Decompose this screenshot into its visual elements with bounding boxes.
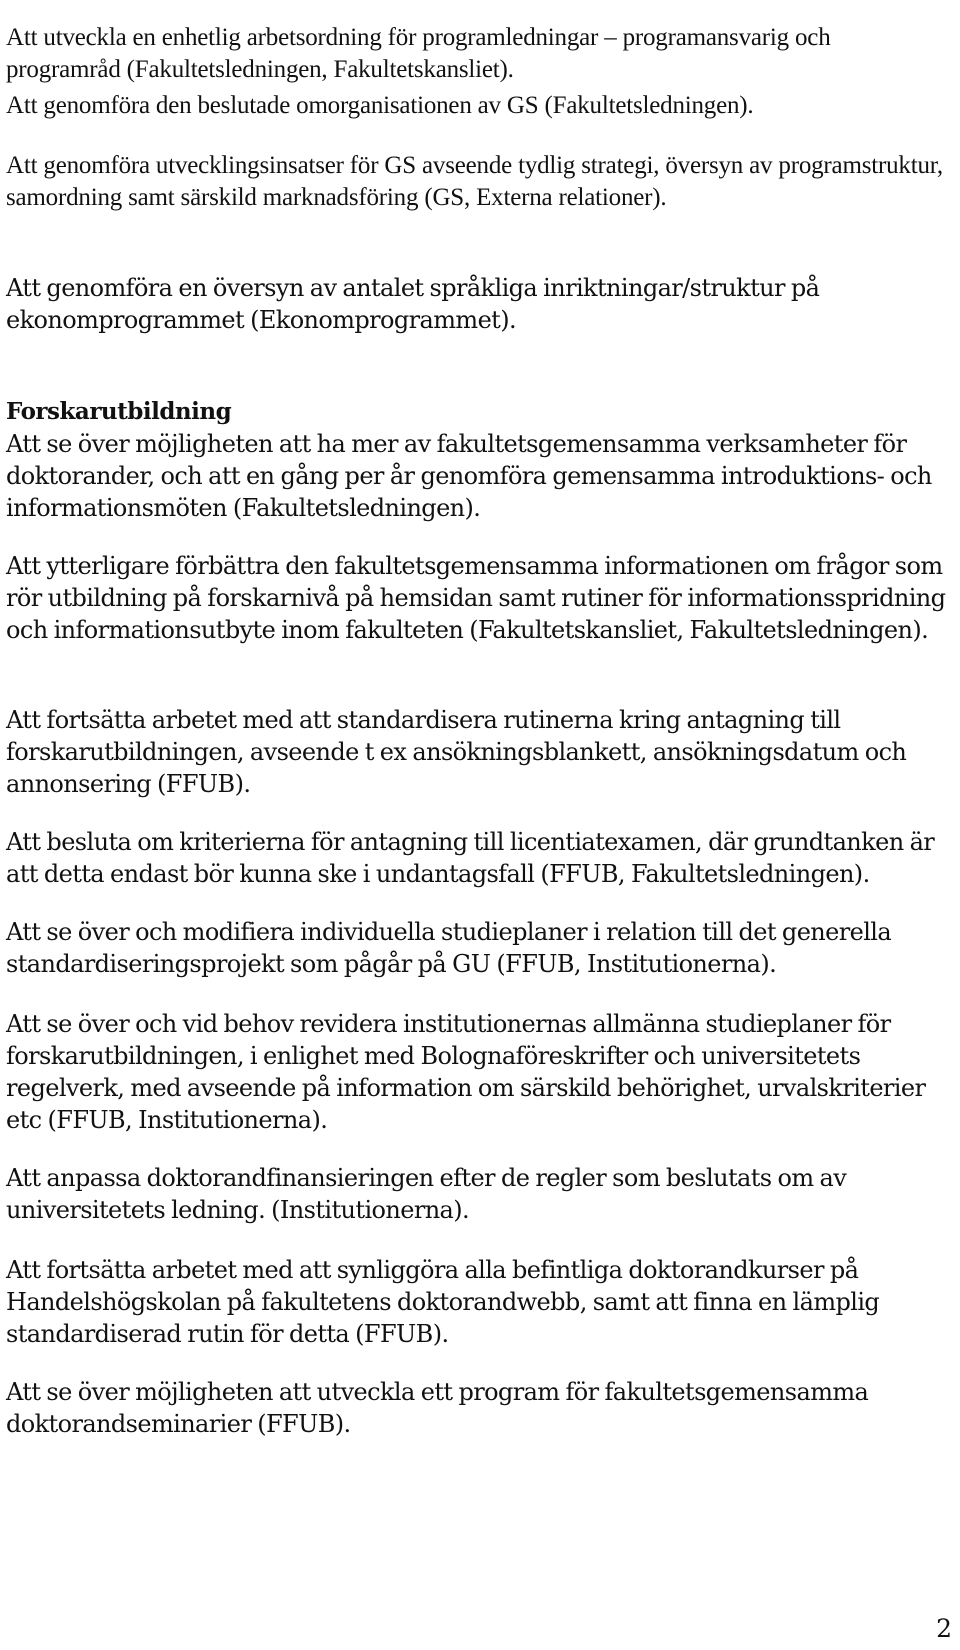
paragraph-doktorandfinansiering: Att anpassa doktorandfinansieringen efter de regler som beslutats om av universitetets ledning. (Institutionerna). (6, 1164, 847, 1224)
paragraph-omorganisation: Att genomföra den beslutade omorganisationen av GS (Fakultetsledningen). (6, 92, 754, 119)
paragraph-utvecklingsinsatser: Att genomföra utvecklingsinsatser för GS avseende tydlig strategi, översyn av programstruktur, samordning samt särskild marknadsföring (GS, Externa relationer). (6, 152, 943, 211)
paragraph-arbetsordning: Att utveckla en enhetlig arbetsordning för programledningar – programansvarig och programråd (Fakultetsledningen, Fakultetskansliet). (6, 24, 831, 83)
paragraph-ekonomprogrammet: Att genomföra en översyn av antalet språkliga inriktningar/struktur på ekonomprogrammet (Ekonomprogrammet). (6, 274, 820, 334)
page-number: 2 (936, 1614, 952, 1643)
paragraph-antagning-rutiner: Att fortsätta arbetet med att standardisera rutinerna kring antagning till forskarutbildningen, avseende t ex ansökningsblankett, ansökningsdatum och annonsering (FFUB). (6, 706, 907, 798)
paragraph-allmanna-studieplaner: Att se över och vid behov revidera institutionernas allmänna studieplaner för forskarutbildningen, i enlighet med Bolognaföreskrifter och universitetets regelverk, med avseende på information om särskild behörighet, urvalskriterier etc (FFUB, Institutionerna). (6, 1010, 926, 1134)
paragraph-information-forskarniva: Att ytterligare förbättra den fakultetsgemensamma informationen om frågor som rör utbildning på forskarnivå på hemsidan samt rutiner för informationsspridning och informationsutbyte inom fakulteten (Fakultetskansliet, Fakultetsledningen). (6, 552, 946, 644)
paragraph-fakultetsgemensamma-verksamheter: Att se över möjligheten att ha mer av fakultetsgemensamma verksamheter för doktorander, och att en gång per år genomföra gemensamma introduktions- och informationsmöten (Fakultetsledningen). (6, 430, 932, 522)
paragraph-doktorandseminarier: Att se över möjligheten att utveckla ett program för fakultetsgemensamma doktorandseminarier (FFUB). (6, 1378, 869, 1438)
paragraph-individuella-studieplaner: Att se över och modifiera individuella studieplaner i relation till det generella standardiseringsprojekt som pågår på GU (FFUB, Institutionerna). (6, 918, 892, 978)
paragraph-doktorandkurser: Att fortsätta arbetet med att synliggöra alla befintliga doktorandkurser på Handelshögskolan på fakultetens doktorandwebb, samt att finna en lämplig standardiserad rutin för detta (FFUB). (6, 1256, 880, 1348)
section-heading-forskarutbildning: Forskarutbildning (6, 398, 232, 425)
paragraph-licentiatexamen: Att besluta om kriterierna för antagning till licentiatexamen, där grundtanken är att detta endast bör kunna ske i undantagsfall (FFUB, Fakultetsledningen). (6, 828, 935, 888)
